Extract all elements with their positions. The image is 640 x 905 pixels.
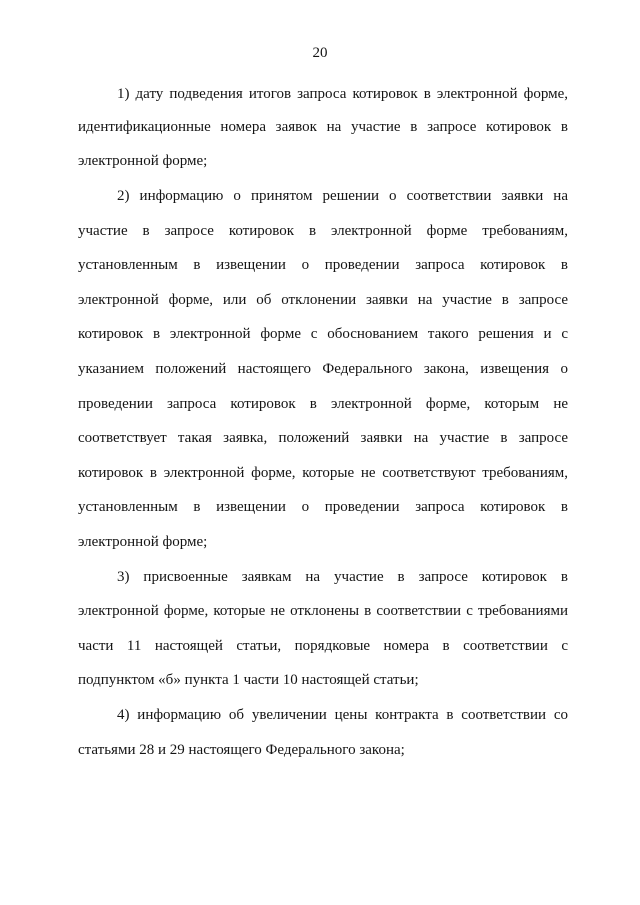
paragraph-3-line-4: подпунктом «б» пункта 1 части 10 настоящей статьи; <box>78 672 419 688</box>
paragraph-2-line-11: электронной форме; <box>78 534 208 550</box>
paragraph-2-line-6: указанием положений настоящего Федерального закона, извещения о <box>78 361 568 377</box>
page-number: 20 <box>312 45 328 61</box>
paragraph-2-line-1: 2) информацию о принятом решении о соответствии заявки на <box>117 188 568 204</box>
paragraph-2-line-8: соответствует такая заявка, положений заявки на участие в запросе <box>78 430 568 446</box>
paragraph-2-line-9: котировок в электронной форме, которые не соответствуют требованиям, <box>78 465 568 481</box>
paragraph-2-line-5: котировок в электронной форме с обоснованием такого решения и с <box>78 326 568 342</box>
paragraph-3-line-1: 3) присвоенные заявкам на участие в запросе котировок в <box>117 569 568 585</box>
paragraph-3-line-3: части 11 настоящей статьи, порядковые номера в соответствии с <box>78 638 568 654</box>
paragraph-4-line-1: 4) информацию об увеличении цены контракта в соответствии со <box>117 707 568 723</box>
paragraph-1-line-1: 1) дату подведения итогов запроса котировок в электронной форме, <box>117 86 568 102</box>
paragraph-1-line-3: электронной форме; <box>78 153 208 169</box>
paragraph-2-line-10: установленным в извещении о проведении запроса котировок в <box>78 499 568 515</box>
paragraph-2-line-4: электронной форме, или об отклонении заявки на участие в запросе <box>78 292 568 308</box>
paragraph-1-line-2: идентификационные номера заявок на участие в запросе котировок в <box>78 119 568 135</box>
paragraph-2-line-2: участие в запросе котировок в электронной форме требованиям, <box>78 223 568 239</box>
paragraph-2-line-7: проведении запроса котировок в электронной форме, которым не <box>78 396 568 412</box>
paragraph-3-line-2: электронной форме, которые не отклонены в соответствии с требованиями <box>78 603 568 619</box>
paragraph-4-line-2: статьями 28 и 29 настоящего Федерального закона; <box>78 742 405 758</box>
paragraph-2-line-3: установленным в извещении о проведении запроса котировок в <box>78 257 568 273</box>
